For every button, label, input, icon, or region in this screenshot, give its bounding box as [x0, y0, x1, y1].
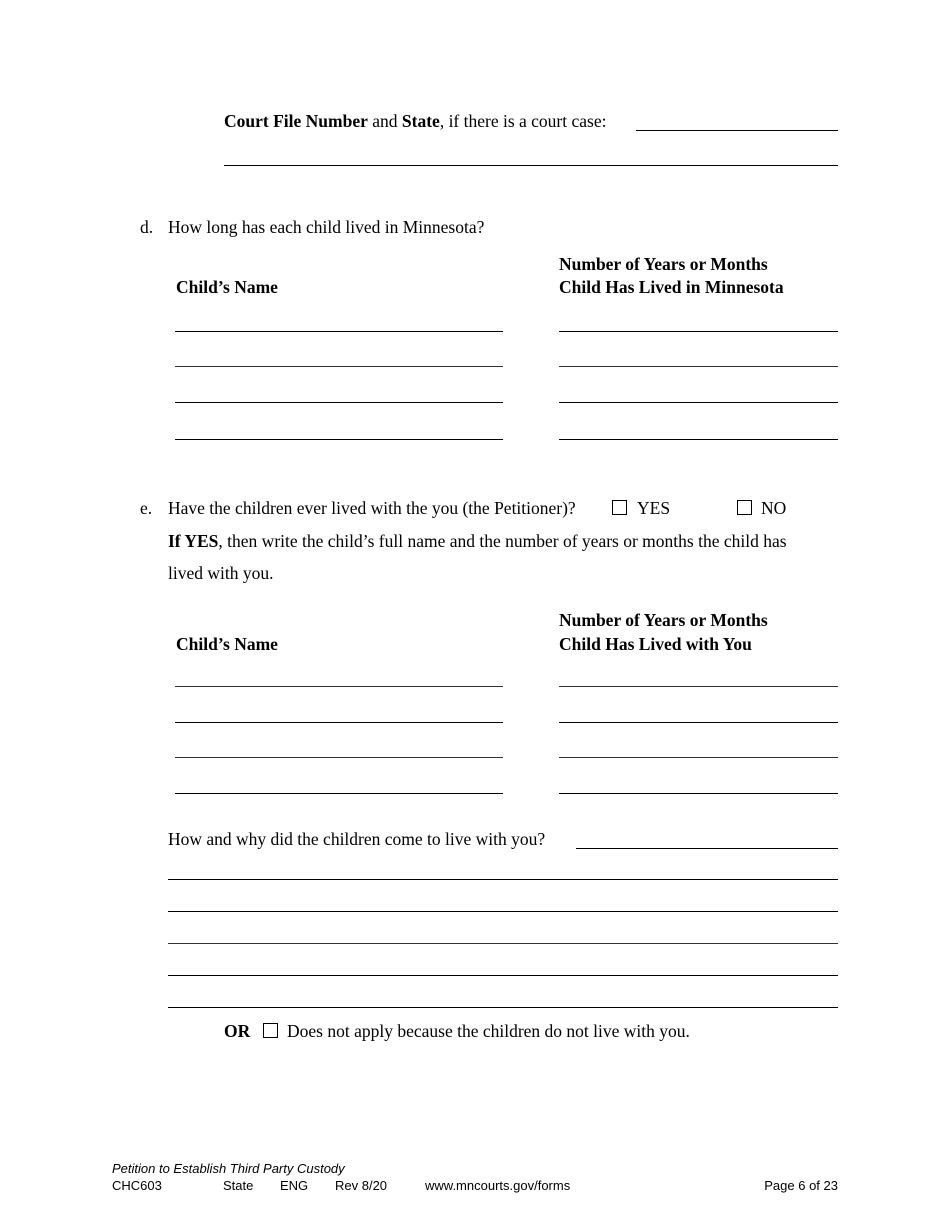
court-file-label-rest: , if there is a court case:: [439, 111, 607, 131]
if-yes-instruction: [168, 533, 787, 551]
does-not-apply-text: Does not apply because the children do not live with you.: [287, 1021, 690, 1041]
section-d-years-field-4[interactable]: [559, 439, 838, 440]
footer-form-title: Petition to Establish Third Party Custody: [112, 1161, 345, 1176]
section-e-name-header: Child’s Name: [176, 634, 278, 654]
footer-language: ENG: [280, 1178, 309, 1193]
yes-checkbox[interactable]: [612, 500, 627, 515]
section-e-letter: e.: [140, 498, 153, 518]
how-why-field-line-5[interactable]: [168, 975, 838, 976]
how-why-field-line-4[interactable]: [168, 943, 838, 944]
no-checkbox[interactable]: [737, 500, 752, 515]
section-d-years-field-1[interactable]: [559, 331, 838, 332]
section-d-child-name-field-2[interactable]: [175, 366, 503, 367]
how-why-field-line-1[interactable]: [576, 848, 838, 849]
yes-label: YES: [637, 498, 671, 518]
section-e-child-name-field-2[interactable]: [175, 722, 503, 723]
if-yes-bold: If YES: [168, 531, 219, 551]
footer-jurisdiction: State: [223, 1178, 254, 1193]
section-e-child-name-field-1[interactable]: [175, 686, 503, 687]
section-d-years-field-3[interactable]: [559, 402, 838, 403]
how-why-question: How and why did the children come to live with you?: [168, 829, 546, 849]
does-not-apply-checkbox[interactable]: [263, 1023, 278, 1038]
footer-form-code: CHC603: [112, 1178, 162, 1193]
section-d-years-header-line2: Child Has Lived in Minnesota: [559, 277, 784, 297]
section-e-years-header-line1: Number of Years or Months: [559, 610, 768, 630]
footer-page-number: Page 6 of 23: [764, 1178, 838, 1193]
if-yes-instruction-line2: lived with you.: [168, 563, 274, 583]
court-file-state-label: State: [401, 111, 440, 131]
footer-revision: Rev 8/20: [335, 1178, 388, 1193]
how-why-field-line-2[interactable]: [168, 879, 838, 880]
section-d-child-name-field-1[interactable]: [175, 331, 503, 332]
court-file-number-label: Court File Number: [224, 111, 368, 131]
section-d-years-header-line1: Number of Years or Months: [559, 254, 768, 274]
section-e-child-name-field-4[interactable]: [175, 793, 503, 794]
court-file-input-line[interactable]: [636, 130, 838, 131]
section-d-question: How long has each child lived in Minnesota?: [168, 217, 485, 237]
section-e-years-field-3[interactable]: [559, 757, 838, 758]
how-why-field-line-3[interactable]: [168, 911, 838, 912]
section-e-years-field-1[interactable]: [559, 686, 838, 687]
section-d-child-name-field-4[interactable]: [175, 439, 503, 440]
section-e-question: Have the children ever lived with the you (the Petitioner)?: [168, 498, 576, 518]
no-label: NO: [761, 498, 787, 518]
court-file-label: [224, 113, 606, 131]
section-d-years-field-2[interactable]: [559, 366, 838, 367]
footer-website-link[interactable]: www.mncourts.gov/forms: [425, 1178, 571, 1193]
section-d-name-header: Child’s Name: [176, 277, 278, 297]
section-e-years-field-2[interactable]: [559, 722, 838, 723]
or-label: OR: [224, 1021, 251, 1041]
section-e-years-field-4[interactable]: [559, 793, 838, 794]
court-file-and: and: [372, 111, 398, 131]
if-yes-rest: , then write the child’s full name and the number of years or months the child has: [218, 531, 787, 551]
section-e-years-header-line2: Child Has Lived with You: [559, 634, 752, 654]
court-file-input-line-2[interactable]: [224, 165, 838, 166]
section-d-child-name-field-3[interactable]: [175, 402, 503, 403]
section-d-letter: d.: [140, 217, 154, 237]
section-e-child-name-field-3[interactable]: [175, 757, 503, 758]
how-why-field-line-6[interactable]: [168, 1007, 838, 1008]
